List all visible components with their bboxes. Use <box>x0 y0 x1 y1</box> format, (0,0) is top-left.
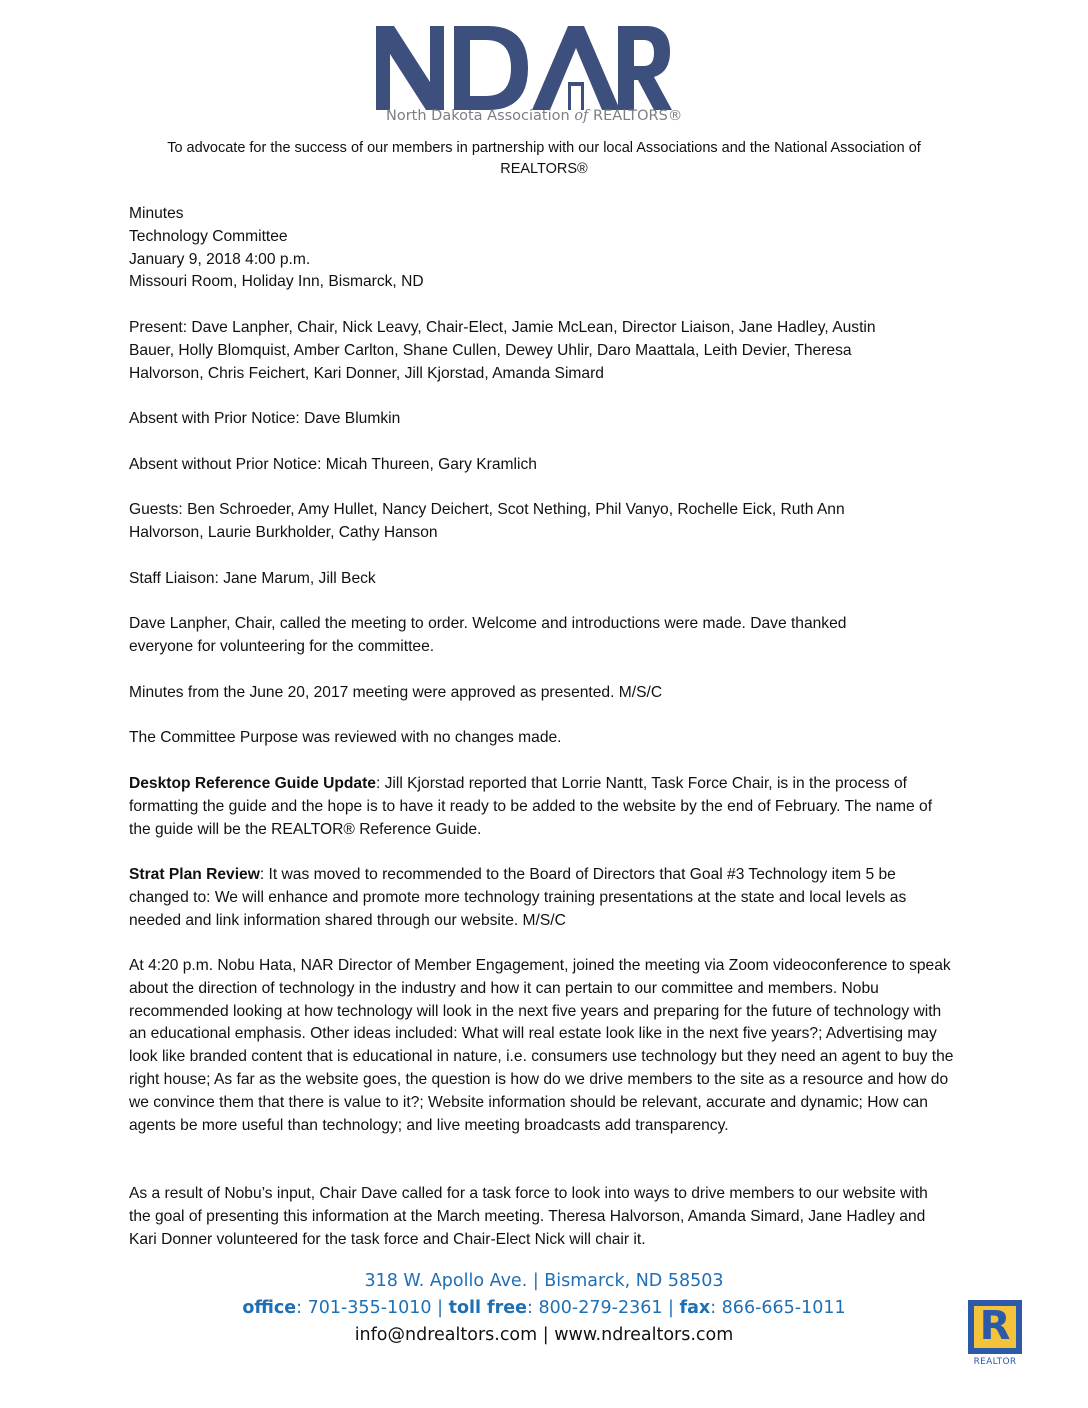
purpose-text: The Committee Purpose was reviewed with no changes made. <box>129 729 562 746</box>
tagline-of: of <box>574 108 589 124</box>
desktop-guide-title: Desktop Reference Guide Update <box>129 775 376 792</box>
mission-line-2: REALTORS® <box>500 161 588 177</box>
nobu-presentation <box>129 955 959 1137</box>
realtor-logo <box>968 1300 1022 1370</box>
ndar-wordmark-graphic <box>372 22 672 114</box>
tollfree-label: toll free <box>448 1298 528 1318</box>
desktop-guide-body: : Jill Kjorstad reported that Lorrie Nantt, Task Force Chair, is in the process of formatting the guide and the hope is to have it ready to be added to the website by the end of February. The name of the guide will be the REALTOR® Reference Guide. <box>129 775 933 838</box>
office-label: office <box>242 1298 297 1318</box>
meeting-datetime: January 9, 2018 4:00 p.m. <box>129 250 311 268</box>
mission-line-1: To advocate for the success of our members in partnership with our local Associations and the National Association of <box>167 140 921 156</box>
staff-liaison <box>129 568 959 591</box>
fax-number: : 866-665-1011 <box>710 1298 846 1318</box>
absent-notice-text: Absent with Prior Notice: Dave Blumkin <box>129 410 401 427</box>
committee-purpose <box>129 727 959 750</box>
footer-phones <box>0 1295 1088 1322</box>
guests-list <box>129 499 919 545</box>
ndar-wordmark <box>372 22 672 114</box>
realtor-logo-letter: R <box>979 1303 1011 1349</box>
tagline-pre: North Dakota Association <box>386 108 575 124</box>
doc-type: Minutes <box>129 205 184 222</box>
call-to-order-text: Dave Lanpher, Chair, called the meeting to order. Welcome and introductions were made. Dave thanked everyone for volunteering for the committee. <box>129 615 847 655</box>
strat-plan-section <box>129 864 955 932</box>
task-force <box>129 1183 929 1251</box>
minutes-approval <box>129 682 959 705</box>
guests-text: Guests: Ben Schroeder, Amy Hullet, Nancy Deichert, Scot Nething, Phil Vanyo, Rochelle Eick, Ruth Ann Halvorson, Laurie Burkholder, Cathy Hanson <box>129 501 845 541</box>
nobu-text: At 4:20 p.m. Nobu Hata, NAR Director of Member Engagement, joined the meeting via Zoom videoconference to speak about the direction of technology in the industry and how it can pertain to our committee and members. Nobu recommended looking at how technology will look in the next five years and preparing for the future of technology with an educational emphasis. Other ideas included: What will real estate look like in the next five years?; Advertising may look like branded content that is educational in nature, i.e. consumers use technology but they need an agent to buy the right house; As far as the website goes, the question is how do we drive members to the site as a resource and how do we convince them that there is value to it?; Website information should be relevant, accurate and dynamic; How can agents be more useful than technology; and live meeting broadcasts add transparency. <box>129 957 954 1134</box>
absent-no-notice-text: Absent without Prior Notice: Micah Thureen, Gary Kramlich <box>129 456 537 473</box>
strat-plan-body: : It was moved to recommended to the Board of Directors that Goal #3 Technology item 5 be changed to: We will enhance and promote more technology training presentations at the state and local levels as needed and link information shared through our website. M/S/C <box>129 866 907 929</box>
logo-tagline <box>386 108 682 124</box>
meeting-location: Missouri Room, Holiday Inn, Bismarck, ND <box>129 273 424 291</box>
realtor-logo-label: REALTOR <box>973 1357 1017 1367</box>
task-force-text: As a result of Nobu’s input, Chair Dave called for a task force to look into ways to drive members to our website with the goal of presenting this information at the March meeting. Theresa Halvorson, Amanda Simard, Jane Hadley and Kari Donner volunteered for the task force and Chair-Elect Nick will chair it. <box>129 1185 928 1248</box>
present-list <box>129 317 919 385</box>
absent-without-notice <box>129 454 959 477</box>
tollfree-number: : 800-279-2361 | <box>527 1298 680 1318</box>
fax-label: fax <box>679 1298 711 1318</box>
office-number: : 701-355-1010 | <box>296 1298 449 1318</box>
mission-statement <box>0 138 1088 180</box>
strat-plan-title: Strat Plan Review <box>129 866 260 883</box>
call-to-order <box>129 613 869 659</box>
present-text: Present: Dave Lanpher, Chair, Nick Leavy, Chair-Elect, Jamie McLean, Director Liaison, Jane Hadley, Austin Bauer, Holly Blomquist, Amber Carlton, Shane Cullen, Dewey Uhlir, Daro Maattala, Leith Devier, Theresa Halvorson, Chris Feichert, Kari Donner, Jill Kjorstad, Amanda Simard <box>129 319 876 382</box>
absent-with-notice <box>129 408 959 431</box>
footer-contact <box>0 1268 1088 1349</box>
desktop-guide-section <box>129 773 957 841</box>
minutes-header <box>129 203 959 294</box>
tagline-post: REALTORS® <box>588 108 683 124</box>
footer-address: 318 W. Apollo Ave. | Bismarck, ND 58503 <box>364 1271 724 1291</box>
ndar-logo <box>0 22 1088 130</box>
staff-text: Staff Liaison: Jane Marum, Jill Beck <box>129 570 376 587</box>
committee-name: Technology Committee <box>129 227 288 245</box>
footer-web[interactable]: info@ndrealtors.com | www.ndrealtors.com <box>354 1325 734 1345</box>
minutes-approval-text: Minutes from the June 20, 2017 meeting were approved as presented. M/S/C <box>129 684 663 701</box>
